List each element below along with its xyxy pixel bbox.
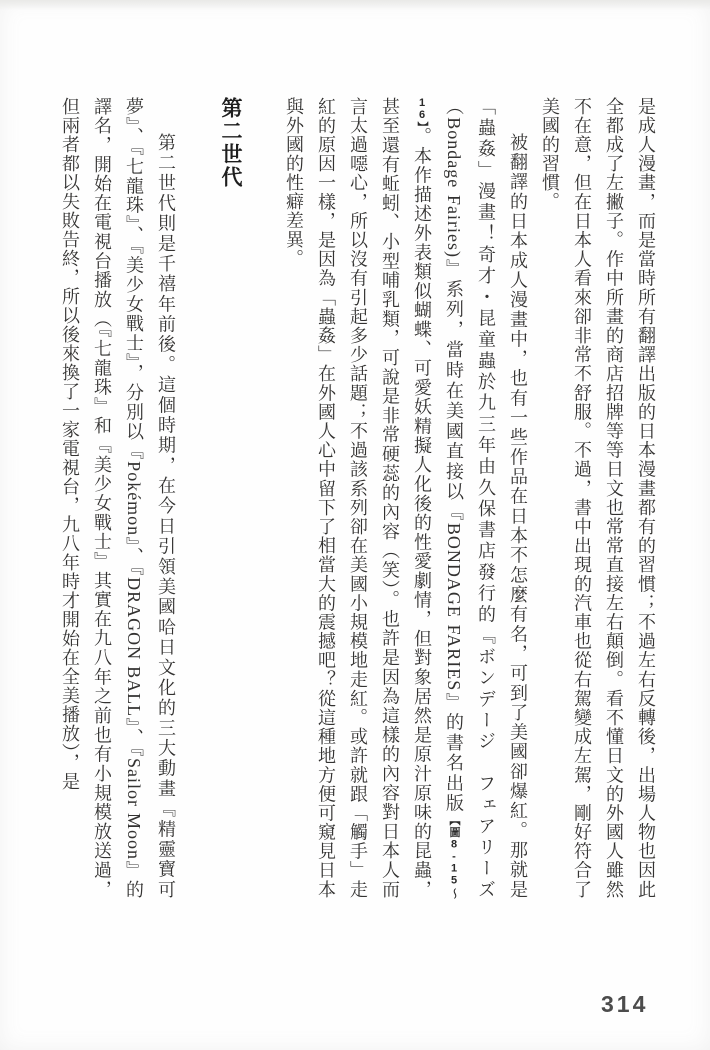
paragraph-continuation: 是成人漫畫，而是當時所有翻譯出版的日本漫畫都有的習慣；不過左右反轉後，出場人物也因此全都成了左撇子。作中所畫的商店招牌等等日文也常常直接左右顛倒。看不懂日文的外國人雖然不在意，但在日本人看來卻非常不舒服。不過，書中出現的汽車也從右駕變成左駕，剛好符合了美國的習慣。 bbox=[540, 97, 656, 899]
paragraph-bondage-fairies-rest: 。本作描述外表類似蝴蝶、可愛妖精擬人化後的性愛劇情，但對象居然是原汁原味的昆蟲，甚至還有蚯蚓、小型哺乳類，可說是非常硬蕊的內容（笑）。也許是因為這樣的內容對日本人而言太過噁心，所以沒有引起多少話題；不過該系列卻在美國小規模地走紅。或許就跟「觸手」走紅的原因一樣，是因為「蟲姦」在外國人心中留下了相當大的震撼吧？從這種地方便可窺見日本與外國的性癖差異。 bbox=[284, 97, 432, 900]
paragraph-second-generation: 第二世代則是千禧年前後。這個時期，在今日引領美國哈日文化的三大動畫『精靈寶可夢』、『七龍珠』、『美少女戰士』，分別以『Pokémon』、『DRAGON BALL』、『Sailor Moon』的譯名，開始在電視台播放（『七龍珠』和『美少女戰士』其實在九八年之前也有小規模放送過，但兩者都以失敗告終，所以後來換了一家電視台，九八年時才開始在全美播放），是 bbox=[60, 97, 176, 899]
section-heading: 第二世代 bbox=[219, 97, 242, 189]
paragraph-bondage-fairies bbox=[278, 97, 534, 899]
figure-reference: 【圖8-15～16】 bbox=[416, 97, 460, 900]
paragraph-bondage-fairies-lead: 被翻譯的日本成人漫畫中，也有一些作品在日本不怎麼有名，可到了美國卻爆紅。那就是「蟲姦」漫畫！奇才・昆童蟲於九三年由久保書店發行的『ボンデージ フェアリーズ（Bondage Fairies)』系列，當時在美國直接以『BONDAGE FARIES』的書名出版 bbox=[444, 97, 528, 899]
page-text-block bbox=[54, 97, 662, 899]
scan-edge-shading bbox=[0, 0, 710, 10]
page-number: 314 bbox=[601, 991, 649, 1017]
